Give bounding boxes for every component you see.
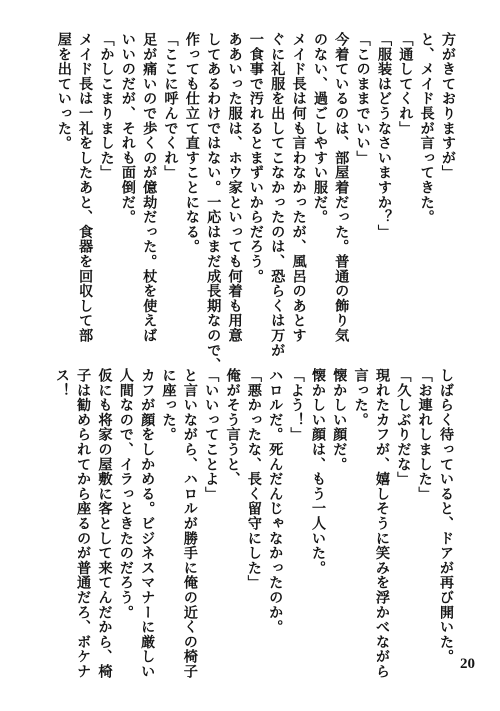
text-line: 方がきておりますが」 [440, 32, 456, 180]
text-line: してあるわけではない。一応はまだ成長期なので、 [205, 32, 222, 373]
text-line: 「服装はどうなさいますか？」 [375, 32, 392, 240]
text-line: 「このままでいい」 [354, 32, 371, 166]
text-line: 言った。 [352, 368, 369, 428]
text-line: いいのだが、それも面倒だ。 [119, 32, 136, 225]
text-line: 一食事で汚れるとまずいからだろう。 [247, 32, 264, 284]
text-line: ス！ [53, 368, 70, 398]
text-line: 「お連れしました」 [416, 368, 433, 502]
text-line: 足が痛いので歩くのが億劫だった。杖を使えば [141, 32, 158, 343]
text-line: 子は勧められてから座るのが普通だろ、ボケナ [75, 368, 92, 679]
text-line: 人間なので、イラっときたのだろう。 [117, 368, 134, 620]
text-line: 「かしこまりました」 [98, 32, 115, 180]
text-line: 今着ているのは、部屋着だった。普通の飾り気 [333, 32, 350, 343]
text-line: 作っても仕立て直すことになる。 [183, 32, 200, 254]
text-line: 仮にも将家の屋敷に客として来てんだから、椅 [96, 368, 113, 679]
text-line: に座った。 [160, 368, 177, 442]
text-line: カフが顔をしかめる。ビジネスマナーに厳しい [139, 368, 156, 679]
text-line: のない、過ごしやすい服だ。 [311, 32, 328, 225]
text-line: ぐに礼服を出してこなかったのは、恐らくは万が [269, 32, 286, 358]
text-line: ハロルだ。死んだんじゃなかったのか。 [267, 368, 284, 635]
text-line: メイド長は一礼をしたあと、食器を回収して部 [77, 32, 94, 343]
text-block-upper [52, 32, 458, 373]
text-line: 「いいってことよ」 [203, 368, 220, 502]
text-line: ああいった服は、ホウ家といっても何着も用意 [226, 32, 243, 343]
text-line: と、メイド長が言ってきた。 [418, 32, 435, 225]
text-line: 「久しぶりだな」 [395, 368, 412, 487]
text-block-lower [50, 368, 456, 679]
text-line: と言いながら、ハロルが勝手に俺の近くの椅子 [181, 368, 198, 679]
text-line: メイド長は何も言わなかったが、風呂のあとす [290, 32, 307, 343]
page-number: 20 [460, 656, 475, 672]
text-line: 懐かしい顔だ。 [331, 368, 348, 472]
text-line: 「ここに呼んでくれ」 [162, 32, 179, 180]
text-line: 懐かしい顔は、もう一人いた。 [309, 368, 326, 576]
text-line: 「よう！」 [288, 368, 305, 442]
text-line: 俺がそう言うと、 [224, 368, 241, 487]
text-line: しばらく待っていると、ドアが再び開いた。 [438, 368, 454, 664]
text-line: 「通してくれ」 [397, 32, 414, 136]
text-line: 「悪かったな、長く留守にした」 [245, 368, 262, 590]
text-line: 現れたカフが、嬉しそうに笑みを浮かべながら [373, 368, 390, 679]
text-line: 屋を出ていった。 [55, 32, 72, 151]
